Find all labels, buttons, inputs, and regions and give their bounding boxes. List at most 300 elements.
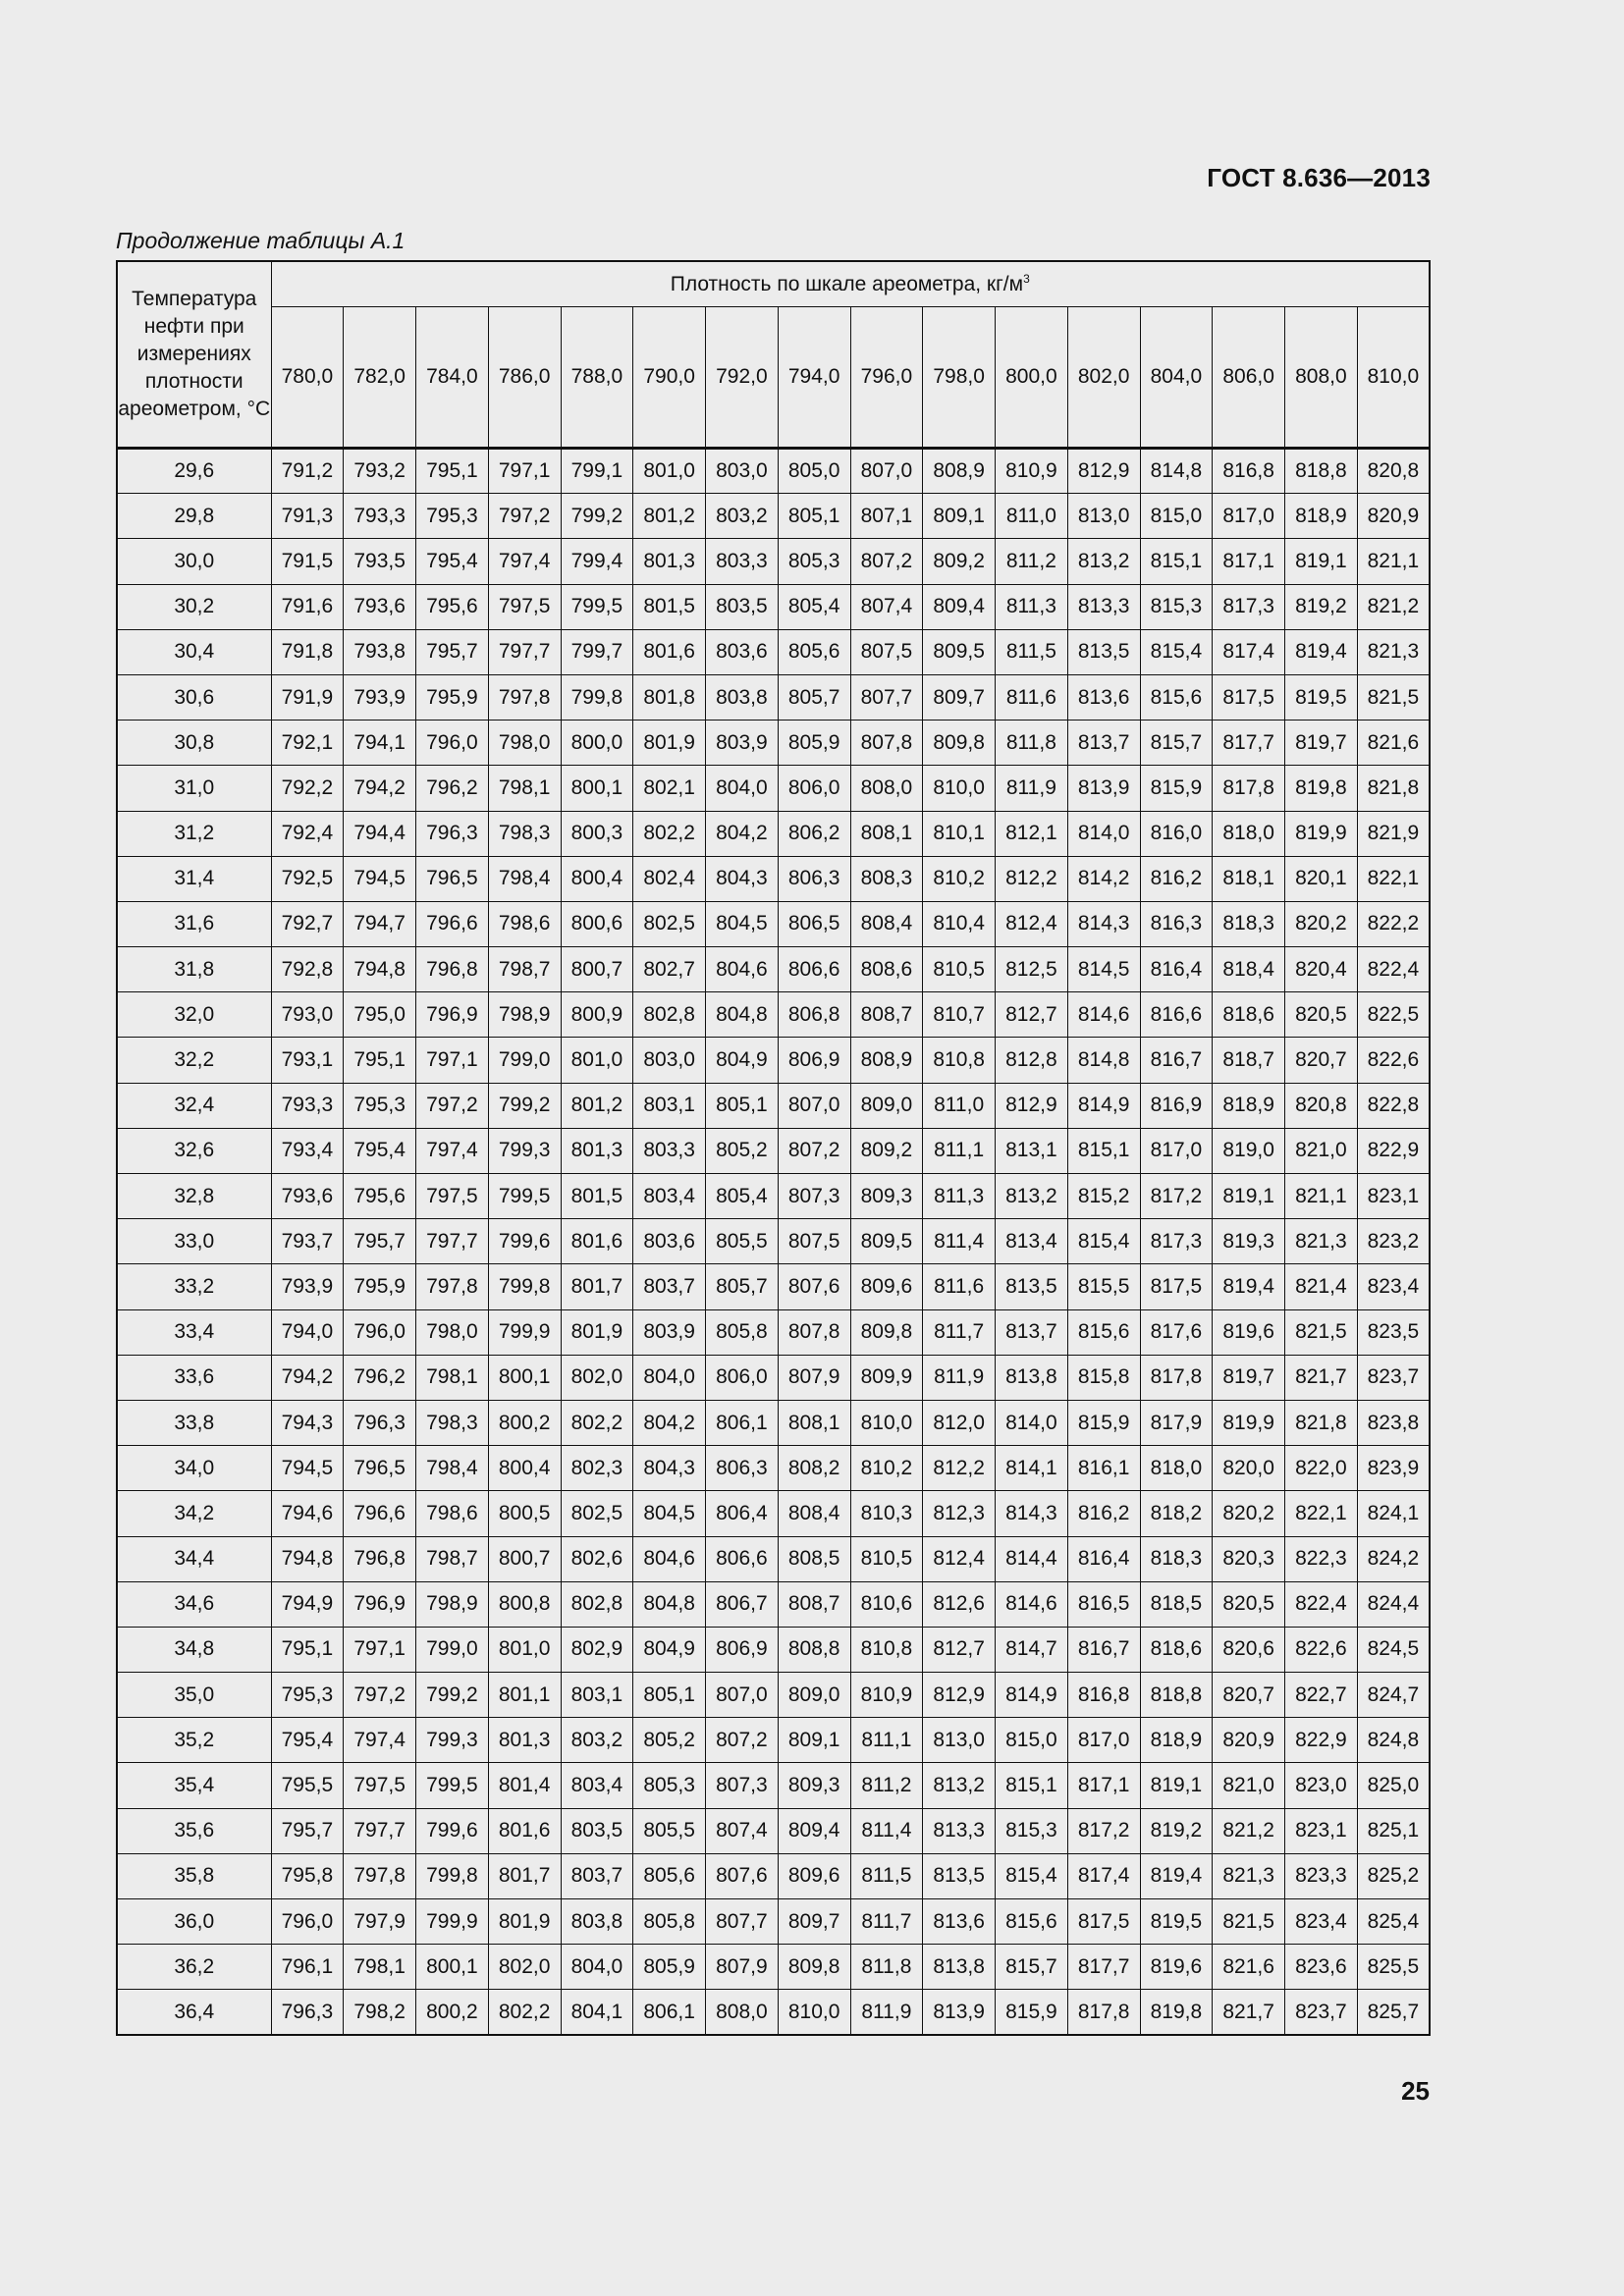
density-value-cell: 793,1 — [271, 1038, 344, 1083]
temperature-cell: 34,2 — [117, 1491, 271, 1536]
density-value-cell: 803,0 — [706, 449, 779, 494]
density-value-cell: 814,5 — [1067, 947, 1140, 992]
table-caption: Продолжение таблицы А.1 — [116, 228, 406, 253]
density-value-cell: 819,4 — [1213, 1264, 1285, 1309]
density-value-cell: 815,6 — [1067, 1309, 1140, 1355]
density-value-cell: 805,2 — [633, 1718, 706, 1763]
density-value-cell: 816,4 — [1140, 947, 1213, 992]
density-value-cell: 799,5 — [416, 1763, 489, 1808]
density-value-cell: 810,1 — [923, 811, 996, 856]
density-value-cell: 821,4 — [1285, 1264, 1358, 1309]
density-value-cell: 819,1 — [1213, 1174, 1285, 1219]
density-column-header: 798,0 — [923, 307, 996, 449]
density-value-cell: 800,1 — [561, 766, 633, 811]
density-value-cell: 797,5 — [416, 1174, 489, 1219]
density-value-cell: 806,9 — [706, 1627, 779, 1672]
density-value-cell: 797,4 — [416, 1128, 489, 1173]
density-value-cell: 813,9 — [923, 1990, 996, 2035]
density-value-cell: 823,6 — [1285, 1945, 1358, 1990]
page-number: 25 — [1401, 2076, 1430, 2106]
density-value-cell: 795,1 — [271, 1627, 344, 1672]
table-row — [117, 1763, 1430, 1808]
density-value-cell: 803,7 — [561, 1853, 633, 1898]
density-value-cell: 820,9 — [1357, 494, 1430, 539]
density-value-cell: 815,9 — [996, 1990, 1068, 2035]
density-column-header: 810,0 — [1357, 307, 1430, 449]
density-group-header-text: Плотность по шкале ареометра, кг/м — [670, 273, 1024, 295]
density-value-cell: 805,8 — [706, 1309, 779, 1355]
density-value-cell: 805,1 — [778, 494, 850, 539]
density-value-cell: 804,2 — [633, 1400, 706, 1445]
density-value-cell: 821,1 — [1357, 539, 1430, 584]
density-value-cell: 803,1 — [633, 1083, 706, 1128]
density-value-cell: 800,5 — [488, 1491, 561, 1536]
density-value-cell: 809,5 — [923, 629, 996, 674]
density-value-cell: 796,3 — [344, 1400, 416, 1445]
density-value-cell: 811,5 — [850, 1853, 923, 1898]
density-value-cell: 822,1 — [1285, 1491, 1358, 1536]
density-value-cell: 820,7 — [1213, 1673, 1285, 1718]
density-value-cell: 812,1 — [996, 811, 1068, 856]
density-value-cell: 823,9 — [1357, 1446, 1430, 1491]
density-value-cell: 797,7 — [344, 1808, 416, 1853]
density-value-cell: 807,0 — [850, 449, 923, 494]
density-value-cell: 806,0 — [706, 1355, 779, 1400]
density-value-cell: 821,5 — [1357, 674, 1430, 720]
density-value-cell: 822,4 — [1285, 1581, 1358, 1627]
density-value-cell: 821,9 — [1357, 811, 1430, 856]
density-value-cell: 810,0 — [778, 1990, 850, 2035]
density-value-cell: 820,7 — [1285, 1038, 1358, 1083]
density-value-cell: 815,0 — [996, 1718, 1068, 1763]
density-value-cell: 816,8 — [1067, 1673, 1140, 1718]
density-value-cell: 797,4 — [344, 1718, 416, 1763]
density-value-cell: 809,6 — [850, 1264, 923, 1309]
density-value-cell: 800,8 — [488, 1581, 561, 1627]
density-value-cell: 803,4 — [633, 1174, 706, 1219]
density-value-cell: 821,2 — [1357, 584, 1430, 629]
density-value-cell: 815,1 — [1067, 1128, 1140, 1173]
density-value-cell: 803,2 — [561, 1718, 633, 1763]
density-value-cell: 824,4 — [1357, 1581, 1430, 1627]
density-value-cell: 810,5 — [850, 1536, 923, 1581]
density-value-cell: 797,1 — [488, 449, 561, 494]
density-value-cell: 791,9 — [271, 674, 344, 720]
table-row — [117, 1581, 1430, 1627]
density-value-cell: 815,2 — [1067, 1174, 1140, 1219]
density-value-cell: 804,5 — [633, 1491, 706, 1536]
density-value-cell: 810,2 — [923, 856, 996, 901]
density-value-cell: 816,2 — [1140, 856, 1213, 901]
density-value-cell: 792,1 — [271, 721, 344, 766]
density-value-cell: 822,6 — [1285, 1627, 1358, 1672]
table-row — [117, 1083, 1430, 1128]
density-value-cell: 823,1 — [1357, 1174, 1430, 1219]
density-value-cell: 820,4 — [1285, 947, 1358, 992]
density-value-cell: 805,7 — [778, 674, 850, 720]
temperature-cell: 29,8 — [117, 494, 271, 539]
density-value-cell: 800,9 — [561, 992, 633, 1038]
density-value-cell: 820,1 — [1285, 856, 1358, 901]
density-value-cell: 816,7 — [1067, 1627, 1140, 1672]
density-value-cell: 798,1 — [488, 766, 561, 811]
density-value-cell: 803,3 — [706, 539, 779, 584]
density-value-cell: 811,1 — [923, 1128, 996, 1173]
density-value-cell: 819,9 — [1285, 811, 1358, 856]
density-value-cell: 814,4 — [996, 1536, 1068, 1581]
density-value-cell: 801,4 — [488, 1763, 561, 1808]
density-value-cell: 807,9 — [706, 1945, 779, 1990]
table-row — [117, 1718, 1430, 1763]
density-value-cell: 811,8 — [850, 1945, 923, 1990]
density-value-cell: 808,8 — [778, 1627, 850, 1672]
density-value-cell: 807,2 — [850, 539, 923, 584]
density-value-cell: 796,3 — [271, 1990, 344, 2035]
density-value-cell: 809,3 — [850, 1174, 923, 1219]
density-value-cell: 799,5 — [488, 1174, 561, 1219]
density-column-header: 804,0 — [1140, 307, 1213, 449]
density-column-header: 806,0 — [1213, 307, 1285, 449]
density-value-cell: 816,3 — [1140, 901, 1213, 946]
density-value-cell: 807,6 — [778, 1264, 850, 1309]
density-value-cell: 803,9 — [633, 1309, 706, 1355]
density-value-cell: 822,7 — [1285, 1673, 1358, 1718]
density-value-cell: 819,7 — [1213, 1355, 1285, 1400]
density-value-cell: 815,3 — [996, 1808, 1068, 1853]
density-value-cell: 793,5 — [344, 539, 416, 584]
density-value-cell: 811,9 — [923, 1355, 996, 1400]
density-value-cell: 815,0 — [1140, 494, 1213, 539]
density-column-header: 780,0 — [271, 307, 344, 449]
density-value-cell: 821,6 — [1357, 721, 1430, 766]
density-value-cell: 817,0 — [1067, 1718, 1140, 1763]
density-value-cell: 796,6 — [344, 1491, 416, 1536]
temperature-cell: 31,0 — [117, 766, 271, 811]
density-value-cell: 808,6 — [850, 947, 923, 992]
density-value-cell: 794,1 — [344, 721, 416, 766]
density-value-cell: 810,0 — [850, 1400, 923, 1445]
density-value-cell: 793,7 — [271, 1219, 344, 1264]
density-value-cell: 806,3 — [778, 856, 850, 901]
density-column-header: 788,0 — [561, 307, 633, 449]
density-value-cell: 815,4 — [1067, 1219, 1140, 1264]
density-value-cell: 817,7 — [1213, 721, 1285, 766]
density-value-cell: 800,4 — [488, 1446, 561, 1491]
density-value-cell: 801,2 — [561, 1083, 633, 1128]
density-value-cell: 792,5 — [271, 856, 344, 901]
density-value-cell: 791,5 — [271, 539, 344, 584]
density-value-cell: 815,7 — [996, 1945, 1068, 1990]
density-value-cell: 807,5 — [778, 1219, 850, 1264]
density-value-cell: 801,9 — [633, 721, 706, 766]
density-value-cell: 804,9 — [706, 1038, 779, 1083]
density-value-cell: 807,4 — [706, 1808, 779, 1853]
table-row — [117, 629, 1430, 674]
density-value-cell: 795,9 — [416, 674, 489, 720]
density-value-cell: 821,5 — [1213, 1899, 1285, 1945]
density-value-cell: 795,4 — [416, 539, 489, 584]
temperature-cell: 36,4 — [117, 1990, 271, 2035]
table-row — [117, 449, 1430, 494]
density-value-cell: 824,2 — [1357, 1536, 1430, 1581]
density-value-cell: 799,9 — [488, 1309, 561, 1355]
density-value-cell: 804,9 — [633, 1627, 706, 1672]
density-value-cell: 818,0 — [1213, 811, 1285, 856]
density-value-cell: 817,1 — [1067, 1763, 1140, 1808]
density-value-cell: 798,4 — [416, 1446, 489, 1491]
density-value-cell: 813,0 — [1067, 494, 1140, 539]
density-value-cell: 814,0 — [996, 1400, 1068, 1445]
table-row — [117, 584, 1430, 629]
density-value-cell: 808,0 — [850, 766, 923, 811]
density-value-cell: 795,4 — [271, 1718, 344, 1763]
density-value-cell: 795,3 — [271, 1673, 344, 1718]
density-value-cell: 799,6 — [488, 1219, 561, 1264]
density-value-cell: 816,1 — [1067, 1446, 1140, 1491]
density-value-cell: 824,5 — [1357, 1627, 1430, 1672]
density-value-cell: 811,2 — [850, 1763, 923, 1808]
density-value-cell: 819,6 — [1213, 1309, 1285, 1355]
density-value-cell: 810,6 — [850, 1581, 923, 1627]
density-value-cell: 822,2 — [1357, 901, 1430, 946]
table-row — [117, 674, 1430, 720]
density-value-cell: 797,5 — [488, 584, 561, 629]
density-column-header: 802,0 — [1067, 307, 1140, 449]
density-value-cell: 801,3 — [561, 1128, 633, 1173]
density-value-cell: 793,9 — [271, 1264, 344, 1309]
density-value-cell: 798,7 — [416, 1536, 489, 1581]
density-value-cell: 805,9 — [778, 721, 850, 766]
table-row — [117, 1627, 1430, 1672]
density-value-cell: 820,8 — [1357, 449, 1430, 494]
density-value-cell: 803,7 — [633, 1264, 706, 1309]
temperature-cell: 34,8 — [117, 1627, 271, 1672]
density-value-cell: 819,0 — [1213, 1128, 1285, 1173]
density-value-cell: 799,7 — [561, 629, 633, 674]
density-value-cell: 803,2 — [706, 494, 779, 539]
density-value-cell: 807,7 — [706, 1899, 779, 1945]
table-row — [117, 1853, 1430, 1898]
density-value-cell: 816,4 — [1067, 1536, 1140, 1581]
density-value-cell: 802,7 — [633, 947, 706, 992]
density-value-cell: 797,2 — [344, 1673, 416, 1718]
density-value-cell: 814,7 — [996, 1627, 1068, 1672]
density-value-cell: 823,4 — [1357, 1264, 1430, 1309]
density-value-cell: 811,9 — [996, 766, 1068, 811]
density-value-cell: 802,8 — [561, 1581, 633, 1627]
density-value-cell: 802,4 — [633, 856, 706, 901]
table-row — [117, 721, 1430, 766]
density-value-cell: 805,1 — [706, 1083, 779, 1128]
density-value-cell: 820,5 — [1285, 992, 1358, 1038]
density-value-cell: 804,5 — [706, 901, 779, 946]
density-value-cell: 811,7 — [923, 1309, 996, 1355]
density-value-cell: 811,4 — [850, 1808, 923, 1853]
density-value-cell: 801,2 — [633, 494, 706, 539]
density-value-cell: 814,8 — [1140, 449, 1213, 494]
density-value-cell: 819,5 — [1285, 674, 1358, 720]
density-value-cell: 815,8 — [1067, 1355, 1140, 1400]
density-value-cell: 808,9 — [923, 449, 996, 494]
density-value-cell: 798,3 — [416, 1400, 489, 1445]
density-value-cell: 804,0 — [633, 1355, 706, 1400]
density-value-cell: 811,7 — [850, 1899, 923, 1945]
density-value-cell: 825,0 — [1357, 1763, 1430, 1808]
density-value-cell: 820,2 — [1213, 1491, 1285, 1536]
density-value-cell: 821,7 — [1285, 1355, 1358, 1400]
density-value-cell: 805,8 — [633, 1899, 706, 1945]
temperature-cell: 30,4 — [117, 629, 271, 674]
density-value-cell: 811,0 — [996, 494, 1068, 539]
density-value-cell: 800,0 — [561, 721, 633, 766]
density-value-cell: 815,4 — [996, 1853, 1068, 1898]
table-row — [117, 494, 1430, 539]
density-value-cell: 822,6 — [1357, 1038, 1430, 1083]
density-value-cell: 812,5 — [996, 947, 1068, 992]
density-value-cell: 803,8 — [561, 1899, 633, 1945]
density-value-cell: 813,5 — [1067, 629, 1140, 674]
density-value-cell: 817,2 — [1140, 1174, 1213, 1219]
density-value-cell: 821,7 — [1213, 1990, 1285, 2035]
table-row — [117, 1491, 1430, 1536]
density-value-cell: 805,3 — [778, 539, 850, 584]
temperature-cell: 31,2 — [117, 811, 271, 856]
density-value-cell: 814,6 — [996, 1581, 1068, 1627]
density-value-cell: 800,1 — [488, 1355, 561, 1400]
density-column-header: 792,0 — [706, 307, 779, 449]
density-value-cell: 799,2 — [416, 1673, 489, 1718]
density-value-cell: 798,0 — [488, 721, 561, 766]
density-value-cell: 803,3 — [633, 1128, 706, 1173]
table-row — [117, 811, 1430, 856]
temperature-cell: 36,0 — [117, 1899, 271, 1945]
density-value-cell: 795,3 — [416, 494, 489, 539]
density-value-cell: 819,5 — [1140, 1899, 1213, 1945]
table-header-row-columns — [117, 307, 1430, 449]
table-row — [117, 1355, 1430, 1400]
density-group-header-sup: 3 — [1023, 272, 1030, 286]
density-value-cell: 798,9 — [416, 1581, 489, 1627]
density-value-cell: 814,9 — [996, 1673, 1068, 1718]
density-value-cell: 804,3 — [633, 1446, 706, 1491]
density-value-cell: 793,4 — [271, 1128, 344, 1173]
density-value-cell: 803,6 — [706, 629, 779, 674]
temperature-cell: 34,6 — [117, 1581, 271, 1627]
density-value-cell: 802,3 — [561, 1446, 633, 1491]
density-value-cell: 800,3 — [561, 811, 633, 856]
density-value-cell: 818,9 — [1140, 1718, 1213, 1763]
density-value-cell: 806,5 — [778, 901, 850, 946]
density-value-cell: 793,2 — [344, 449, 416, 494]
density-value-cell: 794,2 — [344, 766, 416, 811]
density-value-cell: 810,0 — [923, 766, 996, 811]
density-value-cell: 801,5 — [633, 584, 706, 629]
density-value-cell: 817,8 — [1213, 766, 1285, 811]
density-value-cell: 796,0 — [271, 1899, 344, 1945]
density-value-cell: 799,6 — [416, 1808, 489, 1853]
density-value-cell: 808,5 — [778, 1536, 850, 1581]
density-value-cell: 808,4 — [850, 901, 923, 946]
density-value-cell: 817,5 — [1213, 674, 1285, 720]
temperature-cell: 30,6 — [117, 674, 271, 720]
density-value-cell: 800,7 — [561, 947, 633, 992]
density-value-cell: 801,0 — [633, 449, 706, 494]
density-value-cell: 812,4 — [996, 901, 1068, 946]
density-value-cell: 809,3 — [778, 1763, 850, 1808]
temperature-cell: 33,0 — [117, 1219, 271, 1264]
density-value-cell: 797,2 — [416, 1083, 489, 1128]
density-value-cell: 811,3 — [923, 1174, 996, 1219]
density-value-cell: 817,5 — [1140, 1264, 1213, 1309]
density-value-cell: 809,8 — [923, 721, 996, 766]
density-value-cell: 822,3 — [1285, 1536, 1358, 1581]
table-row — [117, 901, 1430, 946]
density-value-cell: 798,0 — [416, 1309, 489, 1355]
density-value-cell: 805,4 — [706, 1174, 779, 1219]
density-value-cell: 814,1 — [996, 1446, 1068, 1491]
density-value-cell: 796,1 — [271, 1945, 344, 1990]
density-value-cell: 808,4 — [778, 1491, 850, 1536]
density-value-cell: 806,7 — [706, 1581, 779, 1627]
density-value-cell: 796,5 — [416, 856, 489, 901]
density-value-cell: 801,6 — [561, 1219, 633, 1264]
density-value-cell: 813,1 — [996, 1128, 1068, 1173]
density-value-cell: 822,5 — [1357, 992, 1430, 1038]
density-value-cell: 793,6 — [344, 584, 416, 629]
density-value-cell: 819,9 — [1213, 1400, 1285, 1445]
density-value-cell: 812,9 — [923, 1673, 996, 1718]
density-value-cell: 807,6 — [706, 1853, 779, 1898]
density-value-cell: 801,9 — [561, 1309, 633, 1355]
density-value-cell: 793,0 — [271, 992, 344, 1038]
temperature-cell: 31,6 — [117, 901, 271, 946]
density-value-cell: 801,3 — [488, 1718, 561, 1763]
density-value-cell: 798,7 — [488, 947, 561, 992]
density-value-cell: 817,3 — [1140, 1219, 1213, 1264]
density-value-cell: 799,1 — [561, 449, 633, 494]
density-value-cell: 817,0 — [1140, 1128, 1213, 1173]
density-value-cell: 825,4 — [1357, 1899, 1430, 1945]
density-value-cell: 815,6 — [1140, 674, 1213, 720]
density-value-cell: 796,0 — [344, 1309, 416, 1355]
density-value-cell: 815,4 — [1140, 629, 1213, 674]
density-value-cell: 811,6 — [923, 1264, 996, 1309]
density-value-cell: 802,8 — [633, 992, 706, 1038]
density-value-cell: 806,3 — [706, 1446, 779, 1491]
density-value-cell: 823,3 — [1285, 1853, 1358, 1898]
density-value-cell: 817,8 — [1140, 1355, 1213, 1400]
density-value-cell: 818,3 — [1213, 901, 1285, 946]
density-value-cell: 819,8 — [1285, 766, 1358, 811]
temperature-cell: 35,0 — [117, 1673, 271, 1718]
density-value-cell: 819,4 — [1140, 1853, 1213, 1898]
density-value-cell: 812,6 — [923, 1581, 996, 1627]
density-value-cell: 807,8 — [778, 1309, 850, 1355]
density-value-cell: 804,1 — [561, 1990, 633, 2035]
density-value-cell: 802,1 — [633, 766, 706, 811]
density-value-cell: 797,8 — [416, 1264, 489, 1309]
density-value-cell: 795,7 — [416, 629, 489, 674]
density-value-cell: 798,1 — [344, 1945, 416, 1990]
density-value-cell: 808,7 — [850, 992, 923, 1038]
density-value-cell: 795,0 — [344, 992, 416, 1038]
density-value-cell: 794,6 — [271, 1491, 344, 1536]
density-value-cell: 803,6 — [633, 1219, 706, 1264]
density-value-cell: 809,7 — [778, 1899, 850, 1945]
density-value-cell: 795,8 — [271, 1853, 344, 1898]
temperature-cell: 35,8 — [117, 1853, 271, 1898]
temperature-column-header: Температура нефти при измерениях плотности ареометром, °С — [117, 261, 271, 449]
